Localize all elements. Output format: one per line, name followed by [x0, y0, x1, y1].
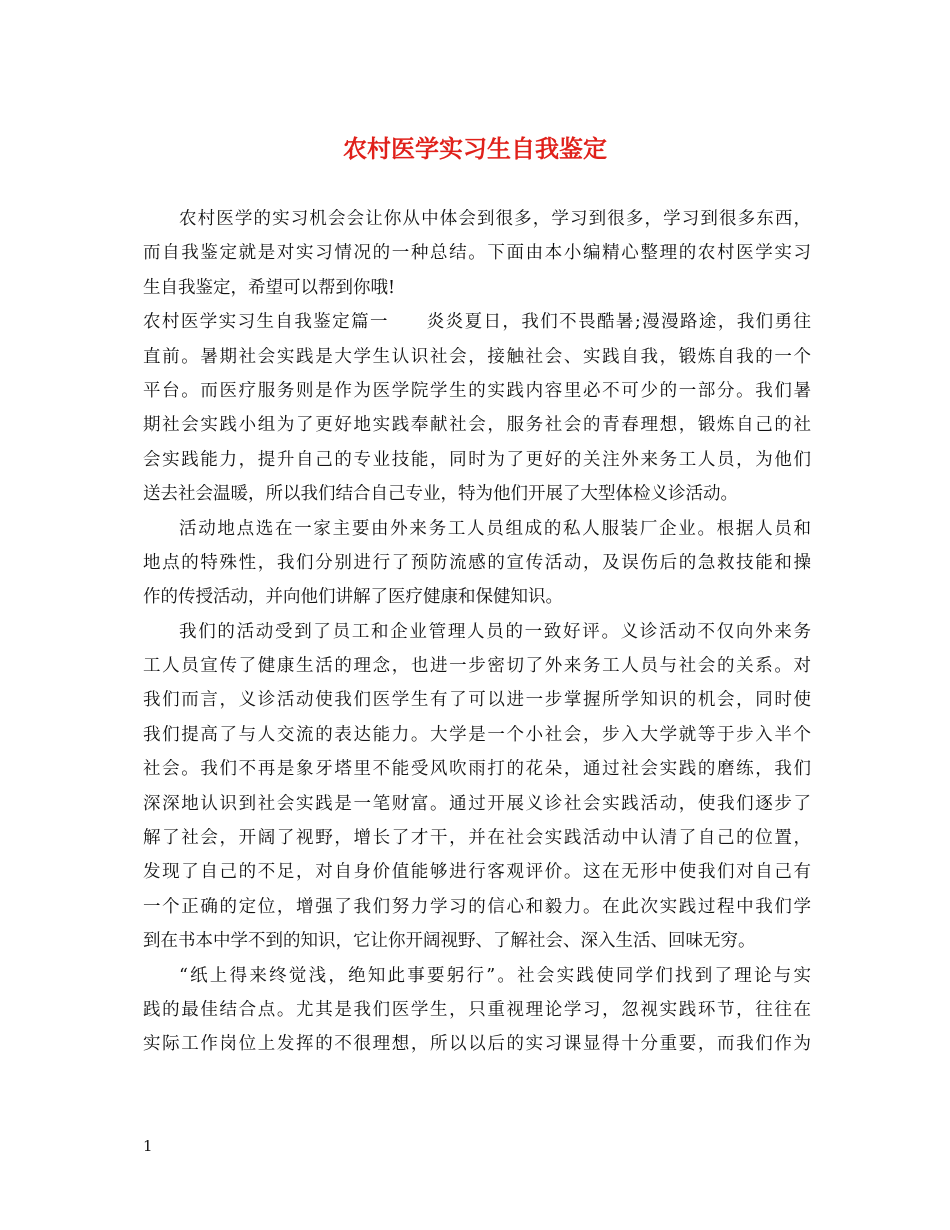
text-line: “纸上得来终觉浅，绝知此事要躬行”。社会实践使同学们找到了理论与实 [179, 965, 811, 986]
text-line: 到在书本中学不到的知识，它让你开阔视野、了解社会、深入生活、回味无穷。 [143, 931, 756, 952]
text-line: 直前。暑期社会实践是大学生认识社会，接触社会、实践自我，锻炼自我的一个 [143, 346, 811, 367]
text-line: 期社会实践小组为了更好地实践奉献社会，服务社会的青春理想，锻炼自己的社 [143, 415, 811, 436]
text-line: 我们的活动受到了员工和企业管理人员的一致好评。义诊活动不仅向外来务 [179, 621, 811, 642]
text-line: 践的最佳结合点。尤其是我们医学生，只重视理论学习，忽视实践环节，往往在 [143, 999, 811, 1020]
text-line: 地点的特殊性，我们分别进行了预防流感的宣传活动，及误伤后的急救技能和操 [143, 552, 811, 573]
text-line: 发现了自己的不足，对自身价值能够进行客观评价。这在无形中使我们对自己有 [143, 862, 811, 883]
text-line: 农村医学的实习机会会让你从中体会到很多，学习到很多，学习到很多东西， [179, 209, 811, 229]
document-body [143, 202, 811, 1062]
text-line: 农村医学实习生自我鉴定篇一 炎炎夏日，我们不畏酷暑;漫漫路途，我们勇往 [143, 312, 811, 333]
text-line: 实际工作岗位上发挥的不很理想，所以以后的实习课显得十分重要，而我们作为 [143, 1034, 811, 1055]
text-line: 作的传授活动，并向他们讲解了医疗健康和保健知识。 [143, 587, 563, 608]
text-line: 我们提高了与人交流的表达能力。大学是一个小社会，步入大学就等于步入半个 [143, 724, 811, 745]
text-line: 解了社会，开阔了视野，增长了才干，并在社会实践活动中认清了自己的位置， [143, 828, 811, 849]
text-line: 工人员宣传了健康生活的理念，也进一步密切了外来务工人员与社会的关系。对 [143, 656, 811, 677]
text-line: 会实践能力，提升自己的专业技能，同时为了更好的关注外来务工人员，为他们 [143, 449, 811, 470]
text-line: 而自我鉴定就是对实习情况的一种总结。下面由本小编精心整理的农村医学实习 [143, 243, 811, 264]
text-line: 送去社会温暖，所以我们结合自己专业，特为他们开展了大型体检义诊活动。 [143, 484, 738, 505]
text-line: 社会。我们不再是象牙塔里不能受风吹雨打的花朵，通过社会实践的磨练，我们 [143, 759, 811, 780]
text-line: 深深地认识到社会实践是一笔财富。通过开展义诊社会实践活动，使我们逐步了 [143, 793, 811, 814]
text-line: 活动地点选在一家主要由外来务工人员组成的私人服装厂企业。根据人员和 [179, 518, 811, 539]
document-title: 农村医学实习生自我鉴定 [343, 134, 607, 163]
text-line: 生自我鉴定，希望可以帮到你哦! [143, 277, 396, 298]
text-line: 平台。而医疗服务则是作为医学院学生的实践内容里必不可少的一部分。我们暑 [143, 380, 811, 401]
text-line: 一个正确的定位，增强了我们努力学习的信心和毅力。在此次实践过程中我们学 [143, 896, 811, 917]
text-line: 我们而言，义诊活动使我们医学生有了可以进一步掌握所学知识的机会，同时使 [143, 690, 811, 711]
page-number: 1 [143, 1137, 153, 1155]
